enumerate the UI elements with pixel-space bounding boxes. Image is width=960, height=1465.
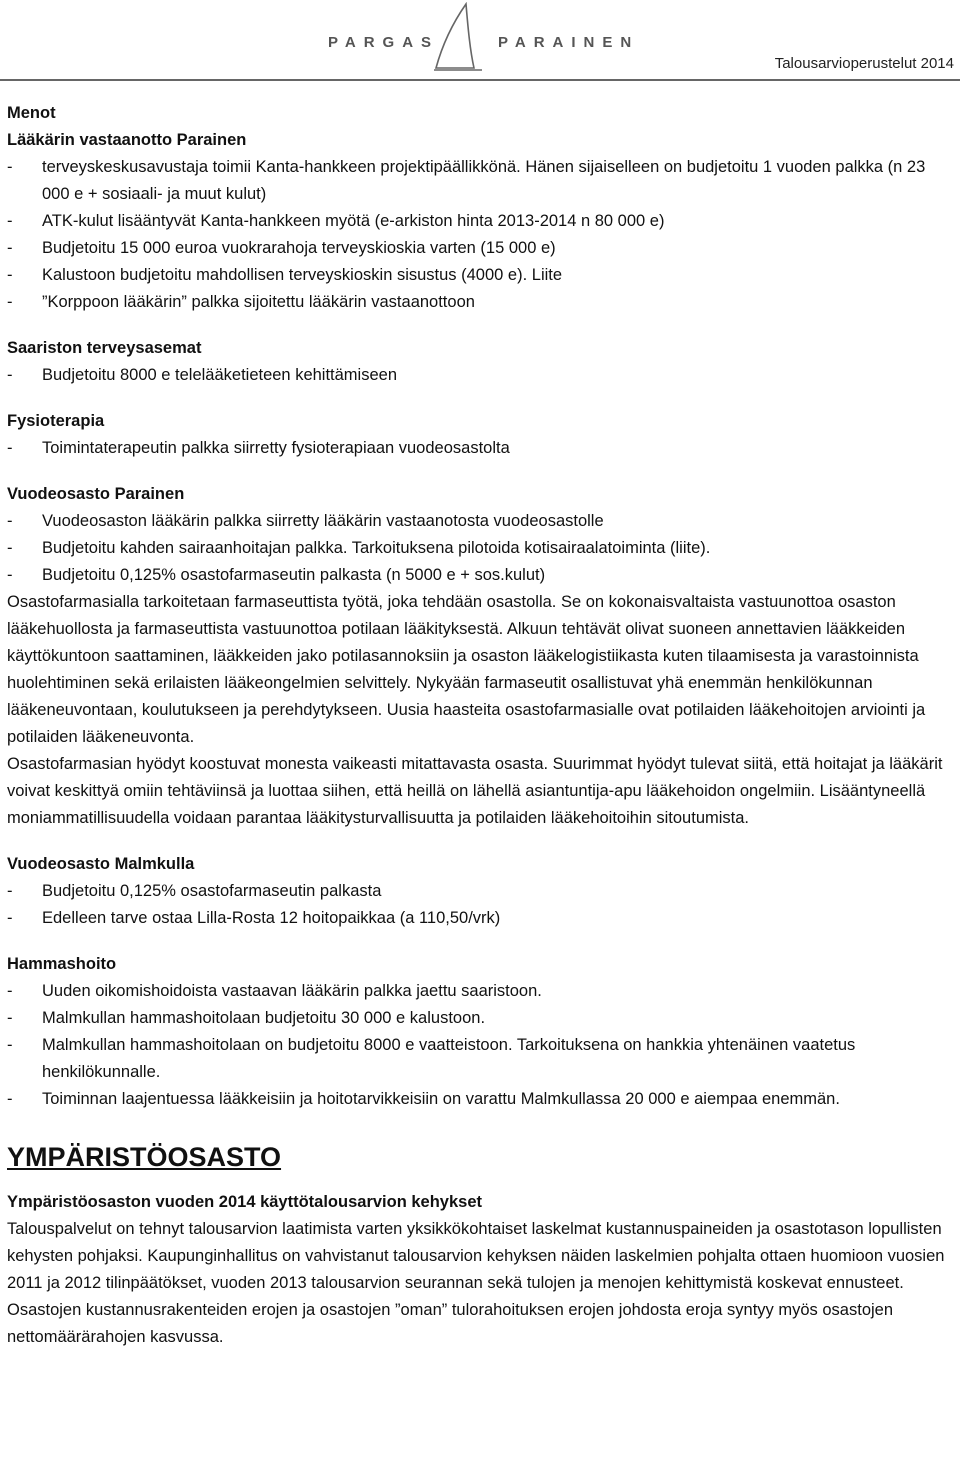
list-item: - Budjetoitu 15 000 euroa vuokrarahoja terveyskioskia varten (15 000 e): [7, 235, 955, 262]
paragraph-osastofarmasian-hyodyt: Osastofarmasian hyödyt koostuvat monesta vaikeasti mitattavasta osasta. Suurimmat hyödyt tulevat siitä, että hoitajat ja lääkärit voivat keskittyä omiin tehtäviinsä ja luottaa siihen, että heillä on lähellä asiantuntija-apu lääkehoidon ongelmiin. Lisääntyneellä moniammatillisuudella voidaan parantaa lääkitysturvallisuutta ja potilaiden lääkehoitoihin sitoutumista.: [7, 755, 943, 827]
logo-text-pargas: PARGAS: [328, 34, 440, 51]
subheading-vuodeosasto-malmkulla: Vuodeosasto Malmkulla: [7, 855, 195, 873]
subheading-fysioterapia: Fysioterapia: [7, 412, 105, 430]
list-item: - Budjetoitu 8000 e telelääketieteen kehittämiseen: [7, 362, 955, 389]
section-heading-ymparistoosasto: YMPÄRISTÖOSASTO: [7, 1142, 282, 1172]
list-item: - Malmkullan hammashoitolaan on budjetoitu 8000 e vaatteistoon. Tarkoituksena on hankkia yhtenäinen vaatetus henkilökunnalle.: [7, 1032, 955, 1086]
list-item: - Budjetoitu kahden sairaanhoitajan palkka. Tarkoituksena pilotoida kotisairaalatoiminta (liite).: [7, 535, 955, 562]
list-item: - Uuden oikomishoidoista vastaavan lääkärin palkka jaettu saaristoon.: [7, 978, 955, 1005]
saaristo-list: [7, 362, 955, 389]
sail-logo-icon: [430, 2, 490, 74]
list-item: - ”Korppoon lääkärin” palkka sijoitettu lääkärin vastaanottoon: [7, 289, 955, 316]
list-item: - Vuodeosaston lääkärin palkka siirretty lääkärin vastaanotosta vuodeosastolle: [7, 508, 955, 535]
hammashoito-list: [7, 978, 955, 1113]
subheading-hammashoito: Hammashoito: [7, 955, 117, 973]
section-heading-menot: Menot: [7, 104, 56, 122]
vuodeosasto-malmkulla-list: [7, 878, 955, 932]
document-title: Talousarvioperustelut 2014: [774, 55, 954, 72]
list-item: - Toimintaterapeutin palkka siirretty fysioterapiaan vuodeosastolta: [7, 435, 955, 462]
logo-text-parainen: PARAINEN: [498, 34, 640, 51]
subheading-saariston-terveysasemat: Saariston terveysasemat: [7, 339, 202, 357]
list-item: - Edelleen tarve ostaa Lilla-Rosta 12 hoitopaikkaa (a 110,50/vrk): [7, 905, 955, 932]
header-divider: [0, 79, 960, 81]
subheading-kehykset: Ympäristöosaston vuoden 2014 käyttötalousarvion kehykset: [7, 1193, 482, 1211]
list-item: - Toiminnan laajentuessa lääkkeisiin ja hoitotarvikkeisiin on varattu Malmkullassa 20 000 e aiempaa enemmän.: [7, 1086, 955, 1113]
page-header: [0, 0, 960, 80]
fysio-list: [7, 435, 955, 462]
subheading-laakarin-vastaanotto: Lääkärin vastaanotto Parainen: [7, 131, 247, 149]
subheading-vuodeosasto-parainen: Vuodeosasto Parainen: [7, 485, 185, 503]
list-item: - Kalustoon budjetoitu mahdollisen terveyskioskin sisustus (4000 e). Liite: [7, 262, 955, 289]
list-item: - Budjetoitu 0,125% osastofarmaseutin palkasta: [7, 878, 955, 905]
list-item: - ATK-kulut lisääntyvät Kanta-hankkeen myötä (e-arkiston hinta 2013-2014 n 80 000 e): [7, 208, 955, 235]
menot-list: [7, 154, 955, 316]
vuodeosasto-parainen-list: [7, 508, 955, 589]
list-item: - Malmkullan hammashoitolaan budjetoitu 30 000 e kalustoon.: [7, 1005, 955, 1032]
list-item: - terveyskeskusavustaja toimii Kanta-hankkeen projektipäällikkönä. Hänen sijaiselleen on budjetoitu 1 vuoden palkka (n 23 000 e + sosiaali- ja muut kulut): [7, 154, 955, 208]
paragraph-osastofarmasia: Osastofarmasialla tarkoitetaan farmaseuttista työtä, joka tehdään osastolla. Se on kokonaisvaltaista vastuunottoa osaston lääkehuollosta ja farmaseuttista vastuunottoa potilaan lääkityksestä. Alkuun tehtävät olivat suoneen annettavien lääkkeiden käyttökuntoon saattaminen, lääkkeiden jako potilasannoksiin ja osaston lääkelogistiikasta kuten tilaamisesta ja varastoinnista huolehtiminen sekä erilaisten lääkeongelmien selvittely. Nykyään farmaseutit osallistuvat yhä enemmän henkilökunnan lääkeneuvontaan, koulutukseen ja perehdytykseen. Uusia haasteita osastofarmasialle ovat potilaiden lääkehoitojen arviointi ja potilaiden lääkeneuvonta.: [7, 593, 926, 746]
paragraph-kehykset: Talouspalvelut on tehnyt talousarvion laatimista varten yksikkökohtaiset laskelmat kustannuspaineiden ja osastotason lopullisten kehysten pohjaksi. Kaupunginhallitus on vahvistanut talousarvion kehyksen näiden laskelmien pohjalta ottaen huomioon vuosien 2011 ja 2012 tilinpäätökset, vuoden 2013 talousarvion seurannan sekä tulojen ja menojen kehittymistä koskevat ennusteet. Osastojen kustannusrakenteiden erojen ja osastojen ”oman” tulorahoituksen erojen johdosta eroja syntyy myös osastojen nettomäärärahojen kasvussa.: [7, 1220, 945, 1346]
document-body: [7, 100, 955, 1351]
list-item: - Budjetoitu 0,125% osastofarmaseutin palkasta (n 5000 e + sos.kulut): [7, 562, 955, 589]
